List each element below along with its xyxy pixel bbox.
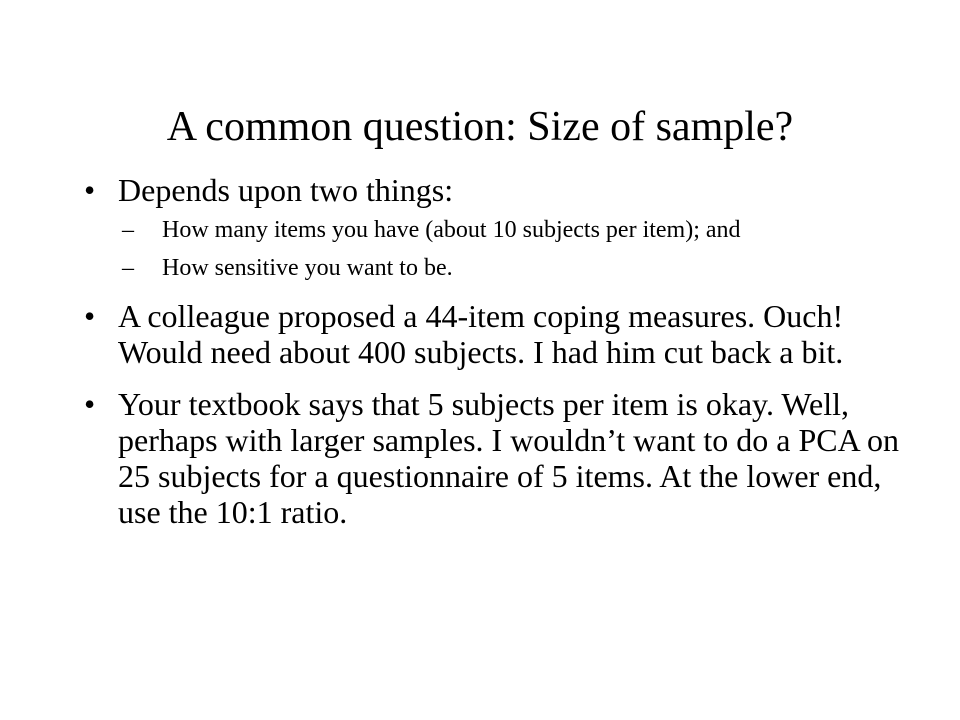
bullet-item-1 [80,172,900,282]
sub-bullet-text: How many items you have (about 10 subjects per item); and [162,217,741,243]
bullet-item-2 [80,298,900,370]
sub-bullet-text: How sensitive you want to be. [162,255,453,281]
sub-bullet-list [118,216,900,282]
bullet-text: A colleague proposed a 44-item coping measures. Ouch! Would need about 400 subjects. I had him cut back a bit. [118,298,844,370]
bullet-text: Depends upon two things: [118,172,454,208]
bullet-list [80,172,900,530]
bullet-marker: • [84,172,96,208]
sub-bullet-marker: – [122,217,134,243]
bullet-marker: • [84,386,96,422]
slide-title: A common question: Size of sample? [166,104,794,150]
bullet-marker: • [84,298,96,334]
sub-bullet-item-1 [118,216,892,244]
bullet-text: Your textbook says that 5 subjects per item is okay. Well, perhaps with larger samples. I wouldn’t want to do a PCA on 25 subjects for a questionnaire of 5 items. At the lower end, use the 10:1 ratio. [118,386,899,530]
sub-bullet-marker: – [122,255,134,281]
sub-bullet-item-2 [118,254,892,282]
bullet-item-3 [80,386,900,530]
